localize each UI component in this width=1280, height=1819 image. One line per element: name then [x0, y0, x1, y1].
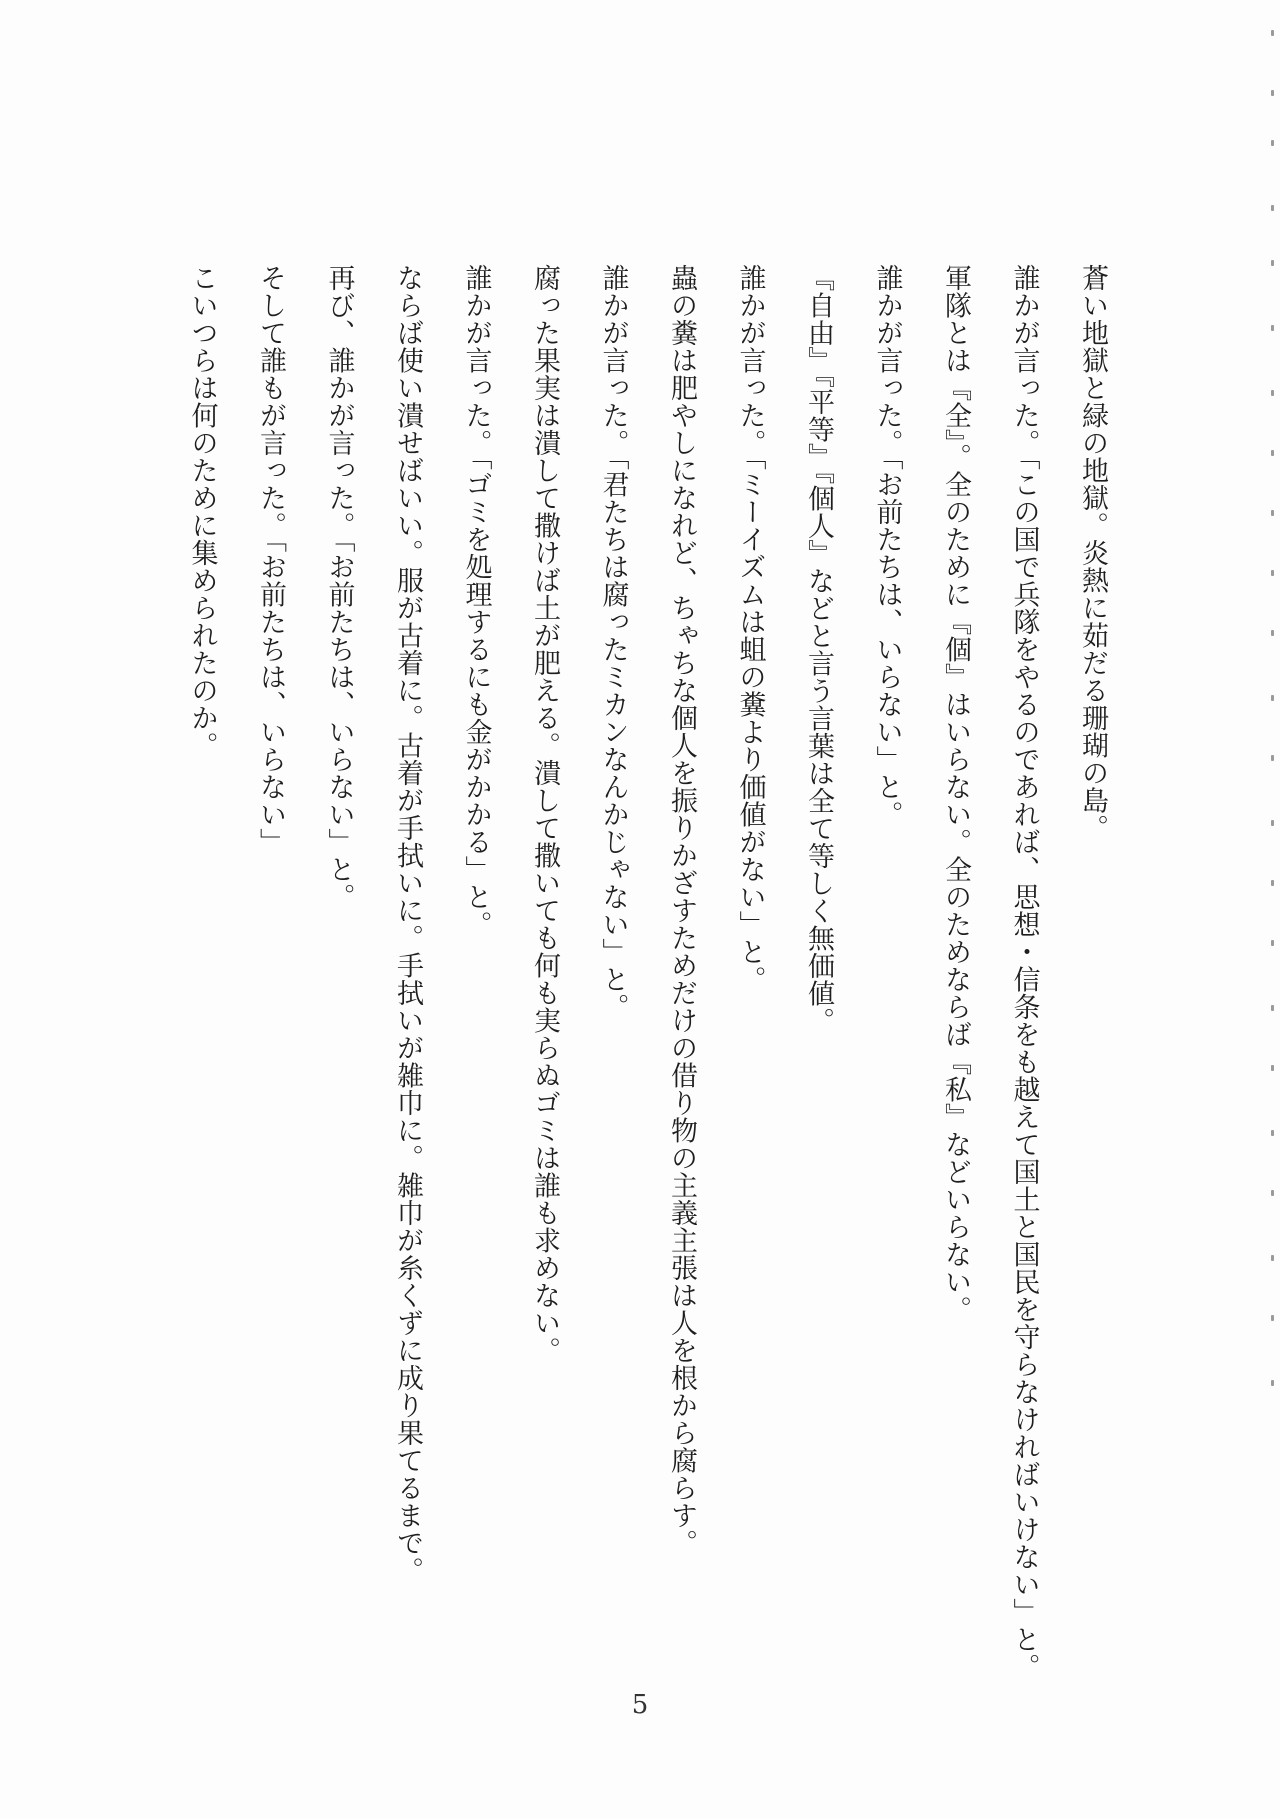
text-line: 誰かが言った。「お前たちは、いらない」と。 [871, 264, 903, 828]
text-line: 蟲の糞は肥やしになれど、ちゃちな個人を振りかざすためだけの借り物の主義主張は人を根から腐らす。 [666, 264, 697, 1557]
text-line: 誰かが言った。「ミーイズムは蛆の糞より価値がない」と。 [734, 264, 766, 993]
text-line: 誰かが言った。「この国で兵隊をやるのであれば、思想・信条をも越えて国土と国民を守らなければいけない」と。 [1008, 264, 1040, 1681]
text-line: 『自由』『平等』『個人』などと言う言葉は全て等しく無価値。 [803, 264, 834, 1035]
text-line: こいつらは何のために集められたのか。 [186, 264, 218, 759]
text-line: そして誰もが言った。「お前たちは、いらない」 [255, 264, 286, 856]
page-number: 5 [631, 1690, 649, 1720]
scan-edge-marks [1268, 30, 1274, 1430]
text-line: 誰かが言った。「君たちは腐ったミカンなんかじゃない」と。 [597, 264, 629, 1021]
vertical-text-body [167, 264, 1126, 1681]
text-line: 軍隊とは『全』。全のために『個』はいらない。全のためならば『私』などいらない。 [940, 264, 971, 1323]
text-line: ならば使い潰せばいい。服が古着に。古着が手拭いに。手拭いが雑巾に。雑巾が糸くずに成り果てるまで。 [392, 264, 423, 1584]
text-line: 誰かが言った。「ゴミを処理するにも金がかかる」と。 [460, 264, 492, 938]
text-line: 腐った果実は潰して撒けば土が肥える。潰して撒いても何も実らぬゴミは誰も求めない。 [529, 264, 560, 1364]
text-line: 再び、誰かが言った。「お前たちは、いらない」と。 [323, 264, 355, 911]
text-line: 蒼い地獄と緑の地獄。炎熱に茹だる珊瑚の島。 [1077, 264, 1108, 842]
